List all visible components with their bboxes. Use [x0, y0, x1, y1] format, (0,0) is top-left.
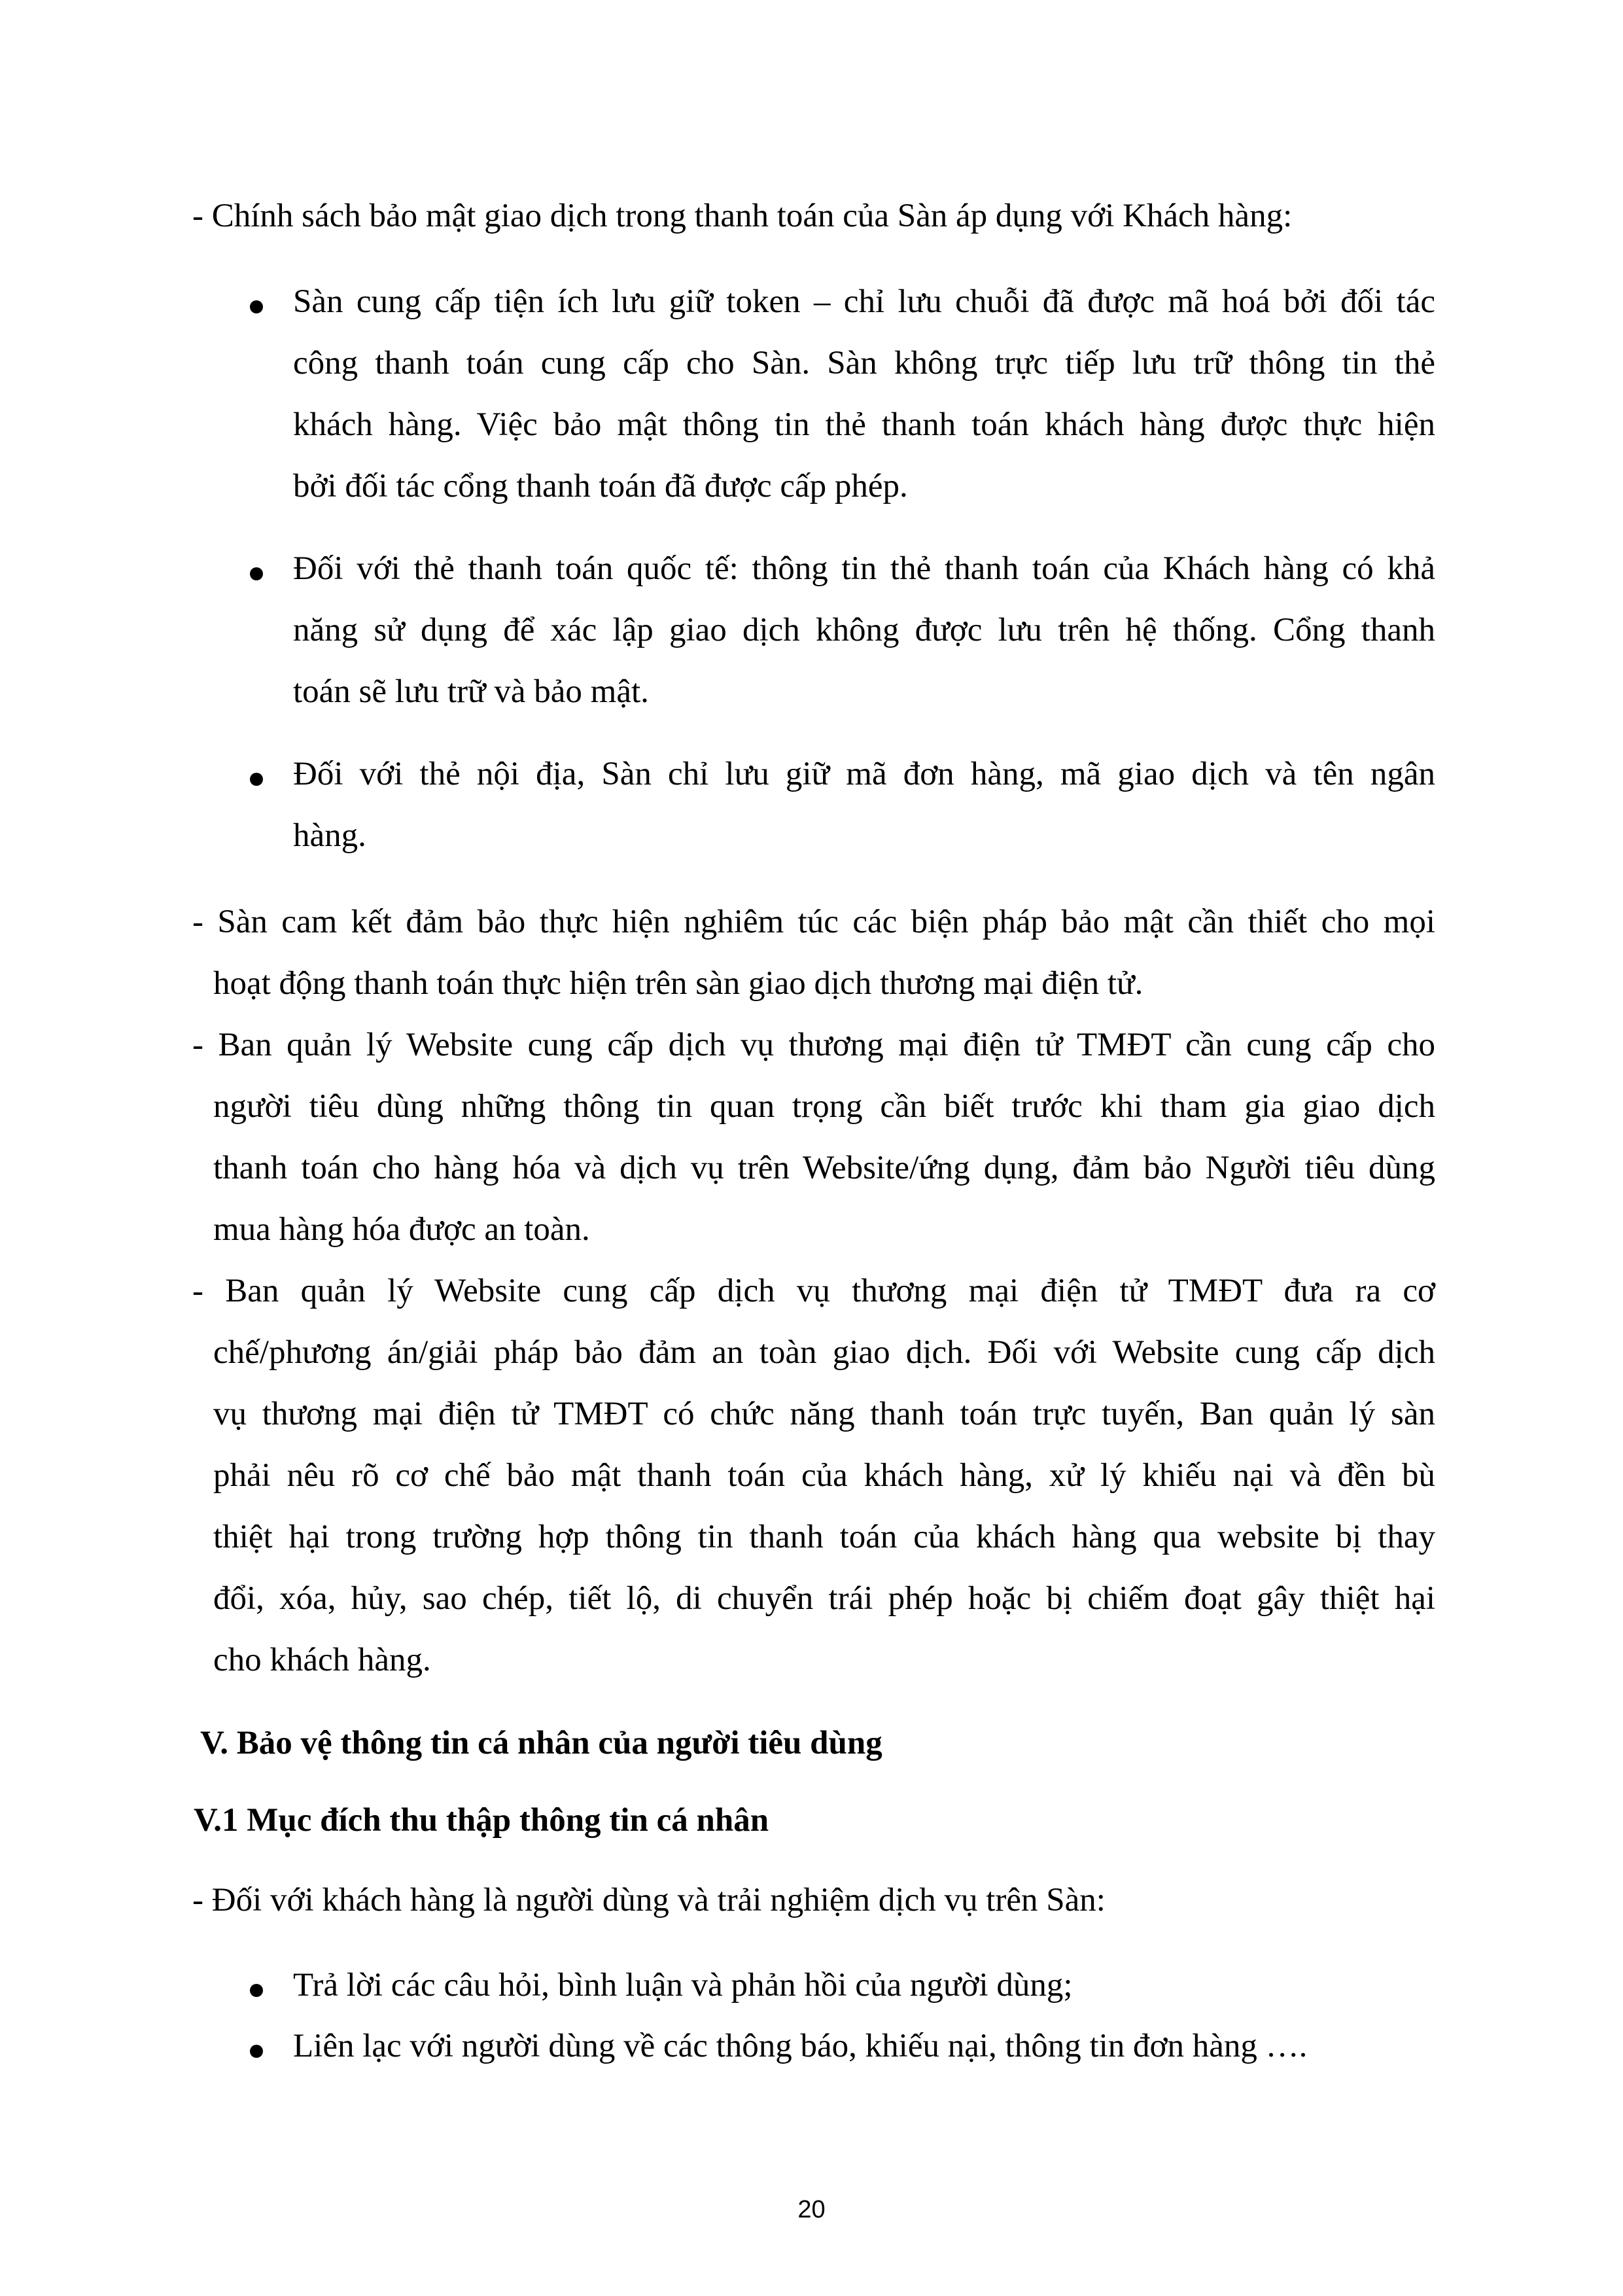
dash-paragraph-3-line-5: thiệt hại trong trường hợp thông tin thanh toán của khách hàng qua website bị thay: [213, 1519, 1435, 1555]
bullet-1-line-2: công thanh toán cung cấp cho Sàn. Sàn không trực tiếp lưu trữ thông tin thẻ: [293, 345, 1435, 381]
purpose-bullet-1: Trả lời các câu hỏi, bình luận và phản hồi của người dùng;: [293, 1967, 1073, 2004]
subsection-heading: V.1 Mục đích thu thập thông tin cá nhân: [194, 1802, 769, 1839]
section-heading: V. Bảo vệ thông tin cá nhân của người tiêu dùng: [200, 1725, 882, 1761]
bullet-icon: [250, 567, 263, 580]
dash-paragraph-1-line-1: - Sàn cam kết đảm bảo thực hiện nghiêm túc các biện pháp bảo mật cần thiết cho mọi: [192, 904, 1435, 940]
dash-paragraph-2-line-4: mua hàng hóa được an toàn.: [213, 1211, 590, 1248]
dash-paragraph-2-line-3: thanh toán cho hàng hóa và dịch vụ trên Website/ứng dụng, đảm bảo Người tiêu dùng: [213, 1150, 1435, 1186]
dash-paragraph-3-line-2: chế/phương án/giải pháp bảo đảm an toàn giao dịch. Đối với Website cung cấp dịch: [213, 1334, 1435, 1371]
purpose-bullet-2: Liên lạc với người dùng về các thông báo, khiếu nại, thông tin đơn hàng ….: [293, 2028, 1308, 2064]
customers-paragraph: - Đối với khách hàng là người dùng và trải nghiệm dịch vụ trên Sàn:: [192, 1882, 1106, 1918]
bullet-2-line-3: toán sẽ lưu trữ và bảo mật.: [293, 673, 649, 710]
bullet-icon: [250, 773, 263, 786]
dash-paragraph-3-line-3: vụ thương mại điện tử TMĐT có chức năng thanh toán trực tuyến, Ban quản lý sàn: [213, 1396, 1435, 1432]
bullet-1-line-1: Sàn cung cấp tiện ích lưu giữ token – chỉ lưu chuỗi đã được mã hoá bởi đối tác: [293, 283, 1435, 320]
dash-paragraph-2-line-1: - Ban quản lý Website cung cấp dịch vụ thương mại điện tử TMĐT cần cung cấp cho: [192, 1027, 1435, 1063]
bullet-3-line-1: Đối với thẻ nội địa, Sàn chỉ lưu giữ mã đơn hàng, mã giao dịch và tên ngân: [293, 756, 1435, 792]
bullet-2-line-1: Đối với thẻ thanh toán quốc tế: thông tin thẻ thanh toán của Khách hàng có khả: [293, 550, 1435, 587]
dash-paragraph-3-line-7: cho khách hàng.: [213, 1642, 431, 1678]
dash-paragraph-1-line-2: hoạt động thanh toán thực hiện trên sàn giao dịch thương mại điện tử.: [213, 965, 1143, 1002]
intro-line: - Chính sách bảo mật giao dịch trong thanh toán của Sàn áp dụng với Khách hàng:: [192, 198, 1293, 234]
page-number: 20: [797, 2196, 826, 2223]
bullet-2-line-2: năng sử dụng để xác lập giao dịch không được lưu trên hệ thống. Cổng thanh: [293, 612, 1435, 648]
bullet-3-line-2: hàng.: [293, 817, 366, 854]
bullet-icon: [250, 2045, 263, 2058]
dash-paragraph-3-line-1: - Ban quản lý Website cung cấp dịch vụ thương mại điện tử TMĐT đưa ra cơ: [192, 1273, 1435, 1309]
bullet-icon: [250, 1984, 263, 1997]
bullet-1-line-3: khách hàng. Việc bảo mật thông tin thẻ thanh toán khách hàng được thực hiện: [293, 406, 1435, 443]
bullet-icon: [250, 300, 263, 313]
dash-paragraph-3-line-4: phải nêu rõ cơ chế bảo mật thanh toán của khách hàng, xử lý khiếu nại và đền bù: [213, 1457, 1435, 1494]
dash-paragraph-3-line-6: đổi, xóa, hủy, sao chép, tiết lộ, di chuyển trái phép hoặc bị chiếm đoạt gây thiệt hại: [213, 1580, 1435, 1617]
bullet-1-line-4: bởi đối tác cổng thanh toán đã được cấp phép.: [293, 468, 908, 504]
dash-paragraph-2-line-2: người tiêu dùng những thông tin quan trọng cần biết trước khi tham gia giao dịch: [213, 1088, 1435, 1125]
